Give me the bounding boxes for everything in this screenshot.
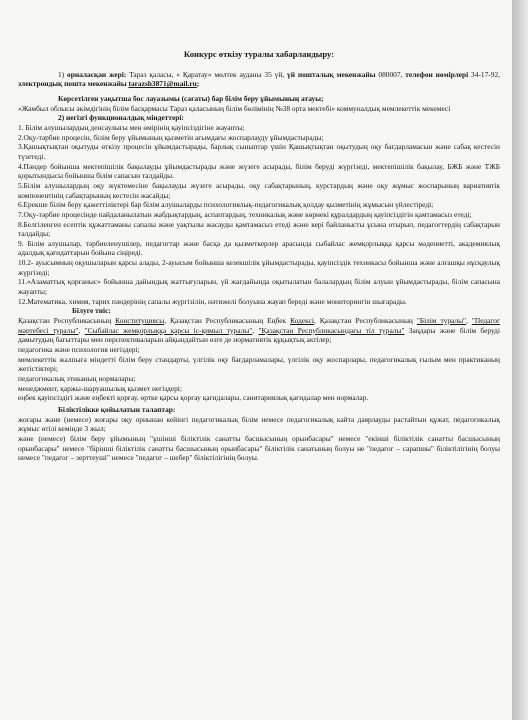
duty-item: 12.Математика, химия, тарих пәндерінің сапалы жүргізілін, нәтижелі болуына жауап береді және мониторингін шығарады. — [18, 296, 407, 306]
duty-item: 3.Қашықтықтан оқытуды өткізу процесін ұйымдастырады, барлық сыныптар үшін Қашықтықтан оқытудың оқу бағдарламасын және сабақ кестесін түзетеді. — [18, 142, 500, 161]
knowledge-item: педагогика және психология негіздері; — [18, 345, 140, 355]
knowledge-mid: , Қазақстан Республикасының Еңбек — [164, 316, 287, 326]
address-paragraph — [18, 70, 500, 89]
knowledge-title: Білуге тиіс: — [72, 306, 111, 316]
phone-label: телефон нөмірлері — [405, 69, 469, 79]
labor-code-link: Кодексі — [290, 316, 314, 326]
postal-code: 080007, — [378, 69, 403, 79]
duty-item: 6.Ерекше білім беру қажеттіліктері бар білім алушыларды психологиялық-педагогикалық қолдау қызметінің жұмысын үйлестіреді; — [18, 200, 434, 210]
page-edge — [512, 0, 528, 720]
law-education: "Білім туралы" — [416, 316, 467, 326]
knowledge-laws-pre: , Қазақстан Республикасының — [313, 316, 413, 326]
knowledge-intro: Қазақстан Республикасының — [18, 316, 112, 326]
law-anticorruption: "Сыбайлас жемқорлыққа қарсы іс-қимыл туралы" — [84, 325, 253, 335]
email-address: tarazsh3871@mail.ru — [128, 79, 197, 89]
knowledge-item: еңбек қауіпсіздігі және еңбекті қорғау, өртке қарсы қорғау қағидалары, санитариялық қағидалар мен нормалар. — [18, 393, 369, 403]
duty-item: 11.«Азаматтық қорғаныс» бойынша дайындық жаттығуларын, үй жағдайында оқытылатын балалардың білім алуын ұйымдастырады, білім сапасына жауапты; — [18, 277, 500, 297]
address-label: орналасқан жері: — [67, 69, 127, 79]
duty-item: 1. Білім алушылардың денсаулығы мен өмірінің қауіпсіздігіне жауапты; — [18, 122, 245, 132]
vacancy-title: Көрсетілген уақытша бос лауазымы (сағаты) бар білім беру ұйымының атауы; — [58, 93, 324, 103]
email-label: электрондық пошта мекенжайы — [18, 79, 127, 89]
requirements-title: Біліктілікке қойылатын талаптар: — [58, 404, 176, 414]
law-language: "Қазақстан Республикасындағы тіл туралы" — [258, 325, 405, 335]
duty-item: 8.Белгіленген есептік құжаттаманы сапалы және уақтылы жасауды қамтамасыз етеді және кері байланысты ұсына отырып, педагогтердің сабақтарын талдайды; — [18, 219, 500, 239]
document-body — [18, 50, 500, 463]
duties-list — [18, 123, 500, 306]
duty-item: 7.Оқу-тәрбие процесінде пайдаланылатын жабдықтардың, аспаптардың, техникалық және көрнекі құралдардың қауіпсіздігін қамтамасыз етеді; — [18, 209, 472, 219]
duty-item: 5.Білім алушылардың оқу жүктемесіне бақылауды жүзеге асырады, оқу сабақтарының, курстардың және оқу жұмыс жоспарының вариативтік компонентінің сабақтарының кестесін жасайды; — [18, 180, 500, 200]
constitution-link: Конституциясы — [115, 316, 165, 326]
knowledge-tail: Заңдары және білім беруді дамытудың бағыттары мен перспективаларын айқындайтын өзге де нормативтік құқықтық актілер; — [18, 325, 500, 345]
duty-item: 2.Оқу-тәрбие процесін, білім беру ұйымының қызметін ағымдағы жоспарлауду ұйымдастырады; — [18, 132, 324, 142]
vacancy-text: «Жамбыл облысы әкімдігінің білім басқармасы Тараз қаласының білім бөлімінің №38 орта мектебі» коммуналдық мемлекеттік мекемесі — [18, 103, 451, 113]
phone-number: 34-17-92, — [471, 69, 500, 79]
knowledge-item: педагогикалық этиканың нормалары; — [18, 374, 136, 383]
knowledge-item: мемлекеттік жалпыға міндетті білім беру стандарты, үлгілік оқу бағдарламалары, үлгілік оқу жоспарлары, педагогикалық ғылым мен практиканың жетістіктері; — [18, 354, 500, 374]
knowledge-laws: Қазақстан Республикасының Конституциясы, Қазақстан Республикасының Еңбек Кодексі, Қазақстан Республикасының "Білім туралы", "Педагог мәртебесі туралы", "Сыбайлас жемқорлыққа қарсы іс-қимыл туралы", "Қазақстан Республикасындағы тіл туралы" Заңдары және білім беруді дамытудың бағыттары мен перспективаларын айқындайтын өзге де нормативтік құқықтық актілер; — [18, 316, 501, 345]
duty-item: 9. Білім алушылар, тәрбиеленушілер, педагогтар және басқа да қызметкерлер арасында сыбайлас жемқорлыққа қарсы мәдениетті, академиялық адалдық қағидаттарын бойына сіңіреді. — [18, 238, 500, 258]
address-text: Тараз қаласы, « Қаратау» мөлтек ауданы 35 үй, — [129, 69, 285, 79]
postal-label: үй пошталық мекенжайы — [287, 69, 376, 79]
duties-title: 2) негізгі функционалдық міндеттері: — [58, 113, 184, 123]
requirements-text-2: және (немесе) білім беру ұйымының "ұшінші біліктілік санатты басшысының орынбасары" немесе "екінші біліктілік санатты басшысының орынбасары" немесе "бірінші біліктілік санатты басшысының орынбасары" біліктілік санатының болуы не "педагог – сарапшы" біліктілігінің болуы немесе "педагог – зерттеуші" немесе "педагог – шебер" біліктілігінің болуы. — [18, 433, 500, 463]
document-title: Конкурс өткізу туралы хабарландыру: — [183, 49, 335, 59]
duty-item: 4.Пәндер бойынша мектепішілік бақылауды ұйымдастырады және жүзеге асырады, білім беруді жүргізеді, мектепішілік бақылау, БЖБ және ТЖБ қорытындысы бойынша білім сапасын талдайды. — [18, 161, 500, 181]
address-number: 1) — [58, 69, 65, 79]
duty-item: 10.2- ауысымның оқушыларын қарсы алады, 2-ауысым бойынша кезекшілік ұйымдастырады, қауіпсіздік техникасы бойынша және алғашқы нұсқаулық жүргізеді; — [18, 258, 500, 277]
law-teacher-status: "Педагог мәртебесі туралы" — [18, 316, 501, 335]
requirements-text: жоғары және (немесе) жоғары оқу орнынан кейінгі педагогикалық білім немесе педагогикалық кайта даярлауды растайтын құжат, педагогикалық жұмыс өтілі кемінде 3 жыл; — [18, 414, 500, 434]
email-tail: ; — [196, 79, 200, 89]
knowledge-item: менеджмент, қаржы-шаруашылық қызмет негіздері; — [18, 383, 182, 393]
